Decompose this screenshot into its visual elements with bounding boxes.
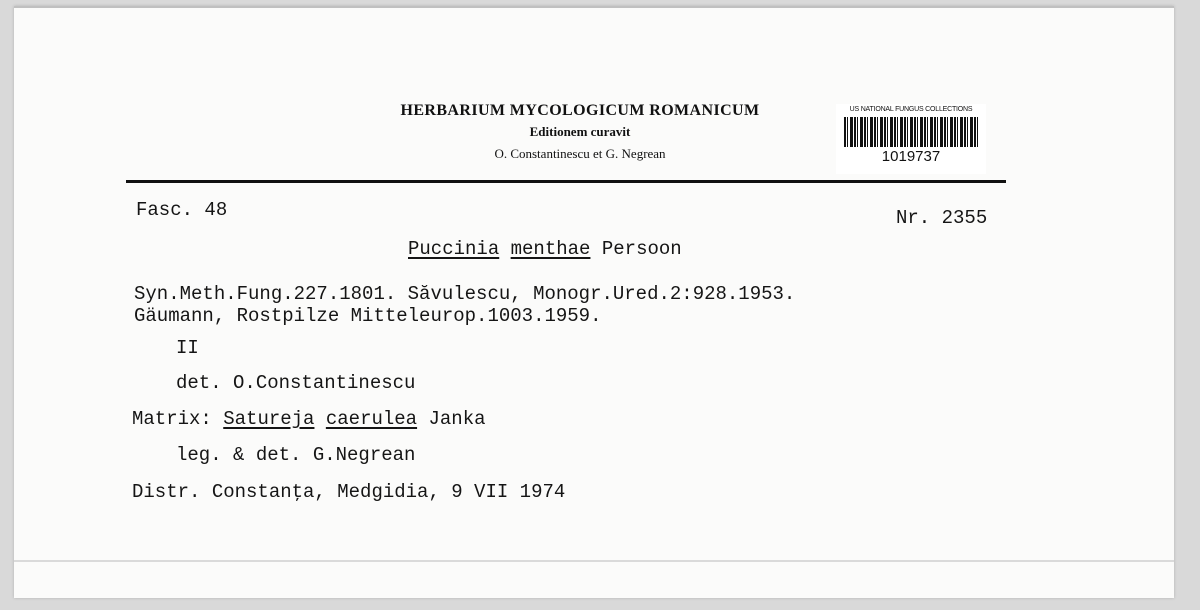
herbarium-subtitle: Editionem curavit [529,124,631,139]
specimen-number: Nr. 2355 [896,207,988,229]
collector: leg. & det. G.Negrean [176,444,416,466]
herbarium-editors: O. Constantinescu et G. Negrean [494,146,666,161]
header-divider [126,180,1006,183]
herbarium-title: HERBARIUM MYCOLOGICUM ROMANICUM [400,102,760,119]
matrix-genus: Satureja [223,408,315,430]
spore-stage: II [176,337,199,359]
fascicle-number: Fasc. 48 [136,199,228,221]
matrix-line [132,408,486,430]
barcode-number: 1019737 [881,148,941,165]
reference-line-2: Gäumann, Rostpilze Mitteleurop.1003.1959. [134,305,602,327]
species-genus: Puccinia [408,238,500,260]
barcode-institution: US NATIONAL FUNGUS COLLECTIONS [849,106,973,113]
matrix-epithet: caerulea [325,408,418,430]
species-author: Persoon [601,238,682,260]
barcode-sticker [836,104,986,174]
label-header [320,102,840,162]
barcode-icon [844,117,978,147]
species-name [408,238,682,260]
species-epithet: menthae [510,238,591,260]
matrix-label: Matrix: [132,408,212,430]
locality: Distr. Constanţa, Medgidia, 9 VII 1974 [132,481,566,503]
reference-line-1: Syn.Meth.Fung.227.1801. Săvulescu, Monogr.Ured.2:928.1953. [134,283,796,305]
determiner: det. O.Constantinescu [176,372,416,394]
matrix-author: Janka [428,408,486,430]
